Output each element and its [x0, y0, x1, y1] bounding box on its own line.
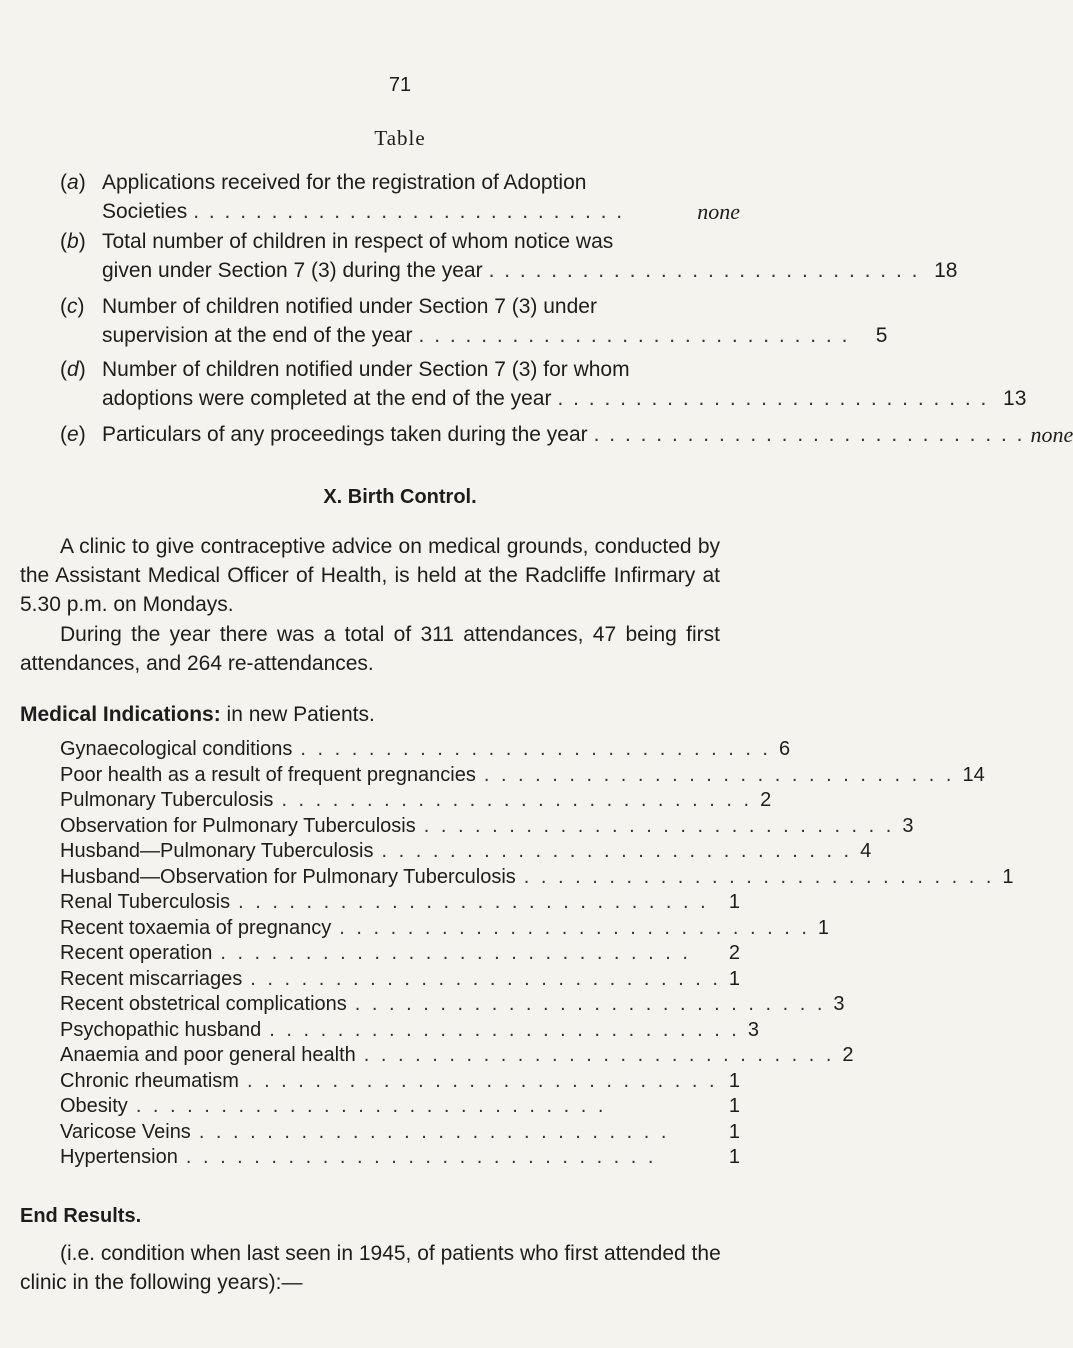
list-item: Obesity . . . . . . . . . . . . . . . . . . . . . . . . . . . . 1 [60, 1094, 740, 1120]
indication-count: 14 [962, 763, 985, 786]
list-item: Recent toxaemia of pregnancy . . . . . . . . . . . . . . . . . . . . . . . . . . . . 1 [60, 916, 740, 942]
indication-label: Gynaecological conditions [60, 738, 293, 760]
item-value: 5 [875, 324, 888, 347]
list-item: Varicose Veins . . . . . . . . . . . . . . . . . . . . . . . . . . . . 1 [60, 1120, 740, 1146]
indication-count: 2 [760, 789, 772, 811]
indication-label: Recent toxaemia of pregnancy [60, 916, 332, 939]
indication-label: Varicose Veins [60, 1120, 191, 1143]
item-text-line2: supervision at the end of the year . . . . . . . . . . . . . . . . . . . . . . . . . . . . 5 [102, 321, 740, 350]
item-text-line2: Societies . . . . . . . . . . . . . . . . . . . . . . . . . . . . none [102, 199, 740, 224]
list-item: Observation for Pulmonary Tuberculosis . . . . . . . . . . . . . . . . . . . . . . . . . . . . 3 [60, 814, 740, 840]
indication-count: 2 [728, 942, 740, 964]
list-item: Gynaecological conditions . . . . . . . . . . . . . . . . . . . . . . . . . . . . 6 [60, 737, 740, 763]
indication-count: 1 [817, 916, 830, 939]
indication-label: Recent operation [60, 942, 213, 964]
item-value: 13 [1003, 387, 1027, 410]
indication-count: 1 [728, 967, 741, 990]
list-item: Chronic rheumatism . . . . . . . . . . . . . . . . . . . . . . . . . . . . 1 [60, 1069, 740, 1095]
adoption-item-b [60, 227, 958, 285]
medical-indications-list [60, 737, 1014, 1171]
indication-label: Anaemia and poor general health [60, 1044, 356, 1066]
item-letter: (b) [60, 230, 86, 253]
table-title: Table [374, 126, 426, 150]
medical-indications-heading: Medical Indications: in new Patients. [20, 703, 375, 726]
item-text-line1: Number of children notified under Section 7 (3) for whom [102, 358, 630, 381]
indication-count: 1 [1002, 865, 1014, 888]
item-value: none [1030, 422, 1073, 447]
indication-label: Renal Tuberculosis [60, 891, 231, 913]
item-letter: (c) [60, 295, 85, 318]
page-number: 71 [388, 74, 412, 96]
section-heading: X. Birth Control. [323, 486, 477, 508]
indication-label: Husband—Pulmonary Tuberculosis [60, 840, 374, 862]
indication-count: 1 [728, 891, 740, 913]
indication-count: 2 [842, 1044, 854, 1066]
adoption-item-c [60, 292, 888, 350]
indication-label: Obesity [60, 1095, 128, 1117]
adoption-item-e [60, 420, 1073, 449]
list-item: Psychopathic husband . . . . . . . . . . . . . . . . . . . . . . . . . . . . 3 [60, 1018, 740, 1044]
indication-label: Observation for Pulmonary Tuberculosis [60, 814, 416, 837]
list-item: Recent operation . . . . . . . . . . . . . . . . . . . . . . . . . . . . 2 [60, 941, 740, 967]
list-item: Poor health as a result of frequent pregnancies . . . . . . . . . . . . . . . . . . . . . . . . . . . . 14 [60, 763, 740, 789]
item-text-line1: Total number of children in respect of whom notice was [102, 230, 614, 253]
list-item: Recent miscarriages . . . . . . . . . . . . . . . . . . . . . . . . . . . . 1 [60, 967, 740, 993]
item-text-line1: Applications received for the registration of Adoption [102, 171, 587, 194]
indication-label: Husband—Observation for Pulmonary Tuberculosis [60, 865, 516, 888]
item-text-line1: Particulars of any proceedings taken during the year . . . . . . . . . . . . . . . . . . . . . . . . . . . . none [102, 422, 1073, 447]
indication-count: 1 [728, 1146, 740, 1168]
indication-count: 6 [779, 738, 791, 760]
indication-label: Pulmonary Tuberculosis [60, 789, 274, 811]
list-item: Husband—Observation for Pulmonary Tuberculosis . . . . . . . . . . . . . . . . . . . . . . . . . . . . 1 [60, 865, 740, 891]
adoption-item-d [60, 355, 1027, 413]
indication-label: Psychopathic husband [60, 1018, 262, 1041]
item-value: none [697, 199, 740, 224]
indication-label: Recent miscarriages [60, 967, 243, 990]
item-letter: (a) [60, 171, 86, 194]
indication-label: Poor health as a result of frequent pregnancies [60, 763, 476, 786]
list-item: Husband—Pulmonary Tuberculosis . . . . . . . . . . . . . . . . . . . . . . . . . . . . 4 [60, 839, 740, 865]
list-item: Renal Tuberculosis . . . . . . . . . . . . . . . . . . . . . . . . . . . . 1 [60, 890, 740, 916]
indication-count: 1 [728, 1095, 740, 1117]
item-text-line2: given under Section 7 (3) during the year . . . . . . . . . . . . . . . . . . . . . . . . . . . . 18 [102, 256, 740, 285]
indication-count: 3 [902, 814, 914, 837]
indication-label: Hypertension [60, 1146, 178, 1168]
end-results-heading: End Results. [20, 1205, 142, 1227]
item-text-line1: Number of children notified under Section 7 (3) under [102, 295, 597, 318]
indication-count: 1 [728, 1069, 740, 1092]
indication-count: 3 [747, 1018, 759, 1041]
list-item: Recent obstetrical complications . . . . . . . . . . . . . . . . . . . . . . . . . . . . 3 [60, 992, 740, 1018]
clinic-paragraph: A clinic to give contraceptive advice on medical grounds, conducted by the Assistant Medical Officer of Health, is held at the Radcliffe Infirmary at 5.30 p.m. on Mondays. [20, 535, 720, 616]
end-results-note: (i.e. condition when last seen in 1945, of patients who first attended the clinic in the following years):— [20, 1242, 721, 1294]
indication-count: 4 [860, 840, 872, 862]
attendance-paragraph: During the year there was a total of 311 attendances, 47 being first attendances, and 264 re-attendances. [20, 623, 720, 675]
adoption-item-a [60, 168, 740, 226]
item-text-line2: adoptions were completed at the end of the year . . . . . . . . . . . . . . . . . . . . . . . . . . . . 13 [102, 384, 740, 413]
indication-count: 1 [728, 1120, 740, 1143]
list-item: Pulmonary Tuberculosis . . . . . . . . . . . . . . . . . . . . . . . . . . . . 2 [60, 788, 740, 814]
item-letter: (d) [60, 358, 86, 381]
item-letter: (e) [60, 423, 86, 446]
item-value: 18 [934, 259, 958, 282]
list-item: Anaemia and poor general health . . . . . . . . . . . . . . . . . . . . . . . . . . . . 2 [60, 1043, 740, 1069]
indication-count: 3 [833, 993, 845, 1015]
indication-label: Chronic rheumatism [60, 1069, 239, 1092]
indication-label: Recent obstetrical complications [60, 993, 347, 1015]
list-item: Hypertension . . . . . . . . . . . . . . . . . . . . . . . . . . . . 1 [60, 1145, 740, 1171]
